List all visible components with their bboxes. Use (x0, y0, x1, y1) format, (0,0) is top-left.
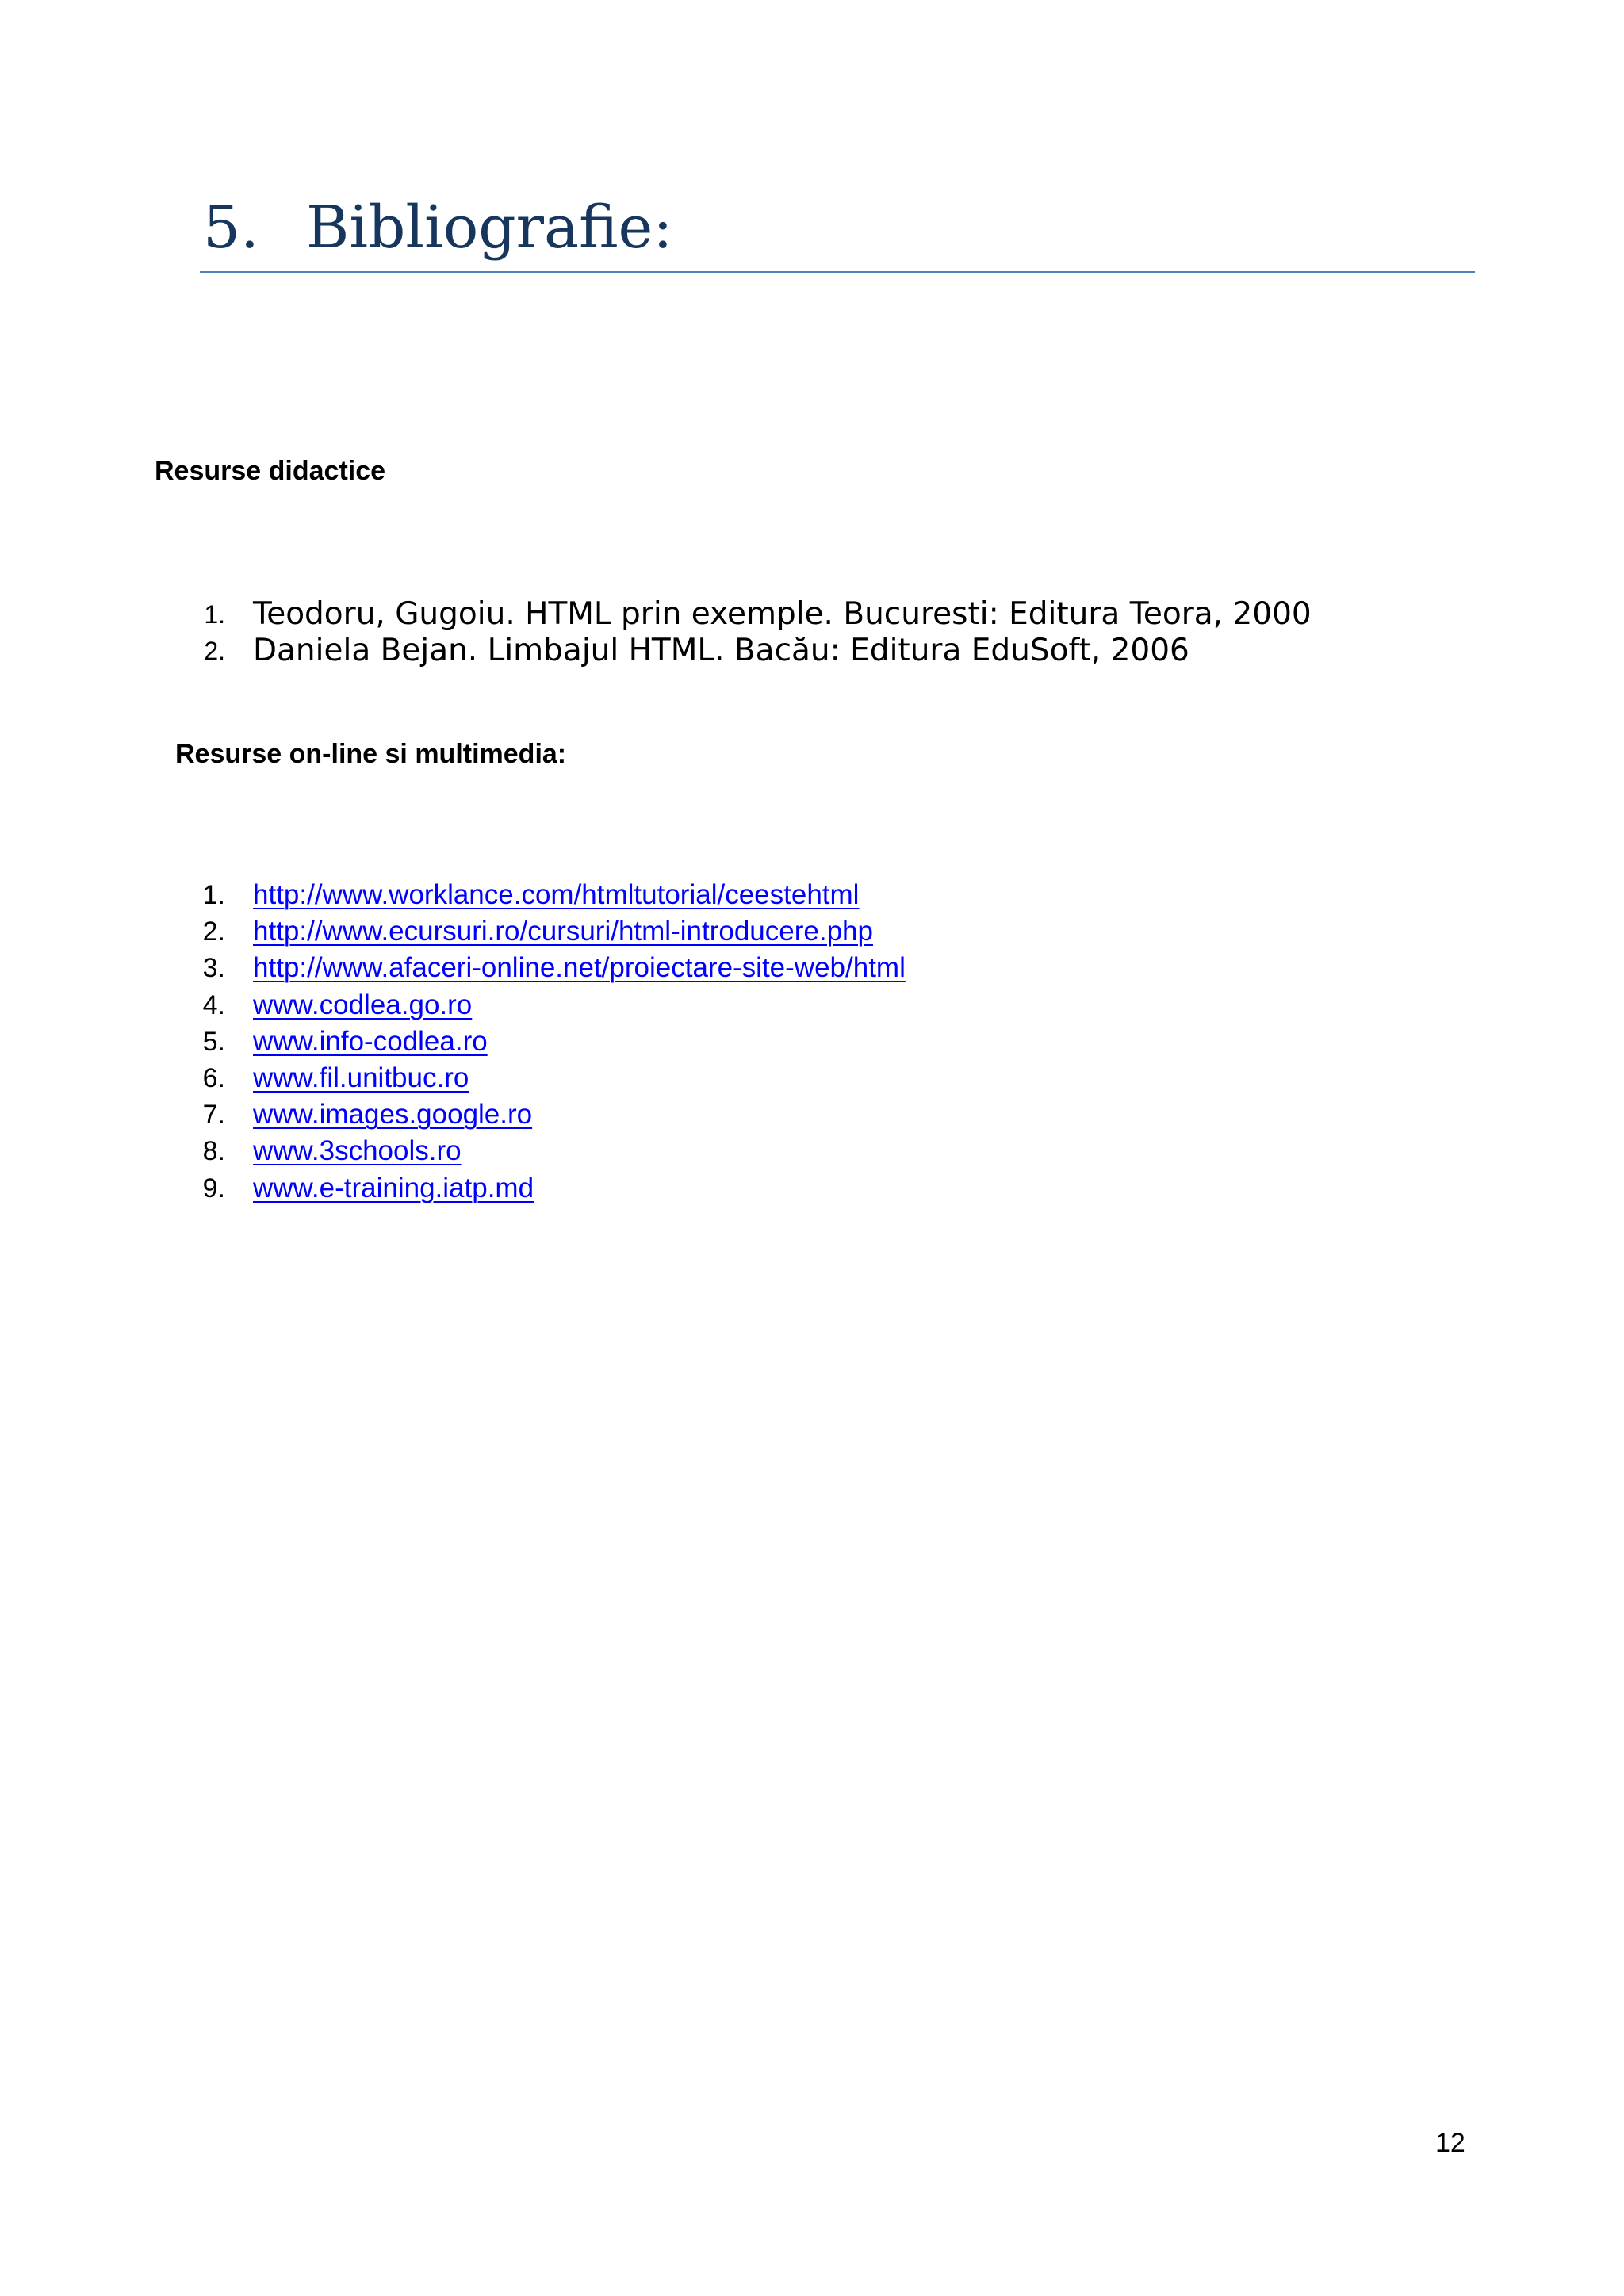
section-number: 5. (203, 193, 259, 262)
section-heading (200, 184, 1475, 273)
resource-link[interactable]: www.info-codlea.ro (253, 1025, 488, 1057)
list-item (201, 877, 906, 913)
list-item (201, 1060, 906, 1096)
online-resources-list (201, 877, 906, 1207)
list-item-text: Teodoru, Gugoiu. HTML prin exemple. Bucuresti: Editura Teora, 2000 (253, 596, 1312, 632)
list-item (201, 1024, 906, 1060)
list-item-index: 2. (202, 916, 225, 947)
resource-link[interactable]: www.codlea.go.ro (253, 989, 473, 1020)
resource-link[interactable]: www.fil.unitbuc.ro (253, 1062, 469, 1093)
list-item-index: 4. (202, 989, 225, 1020)
list-item-index: 1. (204, 600, 225, 629)
list-item-index: 2. (204, 637, 225, 665)
list-item-index: 3. (202, 953, 225, 984)
online-resources-heading: Resurse on-line si multimedia: (175, 739, 567, 769)
list-item (201, 1133, 906, 1169)
list-item (201, 596, 1312, 633)
list-item-index: 5. (202, 1026, 225, 1057)
resource-link[interactable]: www.e-training.iatp.md (253, 1172, 534, 1203)
resource-link[interactable]: www.3schools.ro (253, 1135, 462, 1167)
list-item (201, 1170, 906, 1207)
list-item-index: 8. (202, 1136, 225, 1167)
resource-link[interactable]: http://www.ecursuri.ro/cursuri/html-introducere.php (253, 916, 873, 947)
resource-link[interactable]: http://www.worklance.com/htmltutorial/ceestehtml (253, 879, 860, 910)
list-item (201, 987, 906, 1024)
list-item (201, 633, 1312, 669)
didactic-resources-list (201, 596, 1312, 669)
list-item (201, 1096, 906, 1133)
section-title: Bibliografie: (306, 193, 673, 262)
didactic-resources-heading: Resurse didactice (155, 456, 386, 486)
list-item-index: 9. (202, 1173, 225, 1203)
resource-link[interactable]: http://www.afaceri-online.net/proiectare-site-web/html (253, 952, 906, 984)
list-item-index: 7. (202, 1100, 225, 1131)
resource-link[interactable]: www.images.google.ro (253, 1099, 533, 1131)
page-number: 12 (1435, 2128, 1465, 2158)
list-item-index: 1. (202, 880, 225, 910)
list-item-text: Daniela Bejan. Limbajul HTML. Bacău: Editura EduSoft, 2006 (253, 633, 1189, 668)
list-item (201, 913, 906, 950)
list-item-index: 6. (202, 1062, 225, 1093)
list-item (201, 950, 906, 986)
